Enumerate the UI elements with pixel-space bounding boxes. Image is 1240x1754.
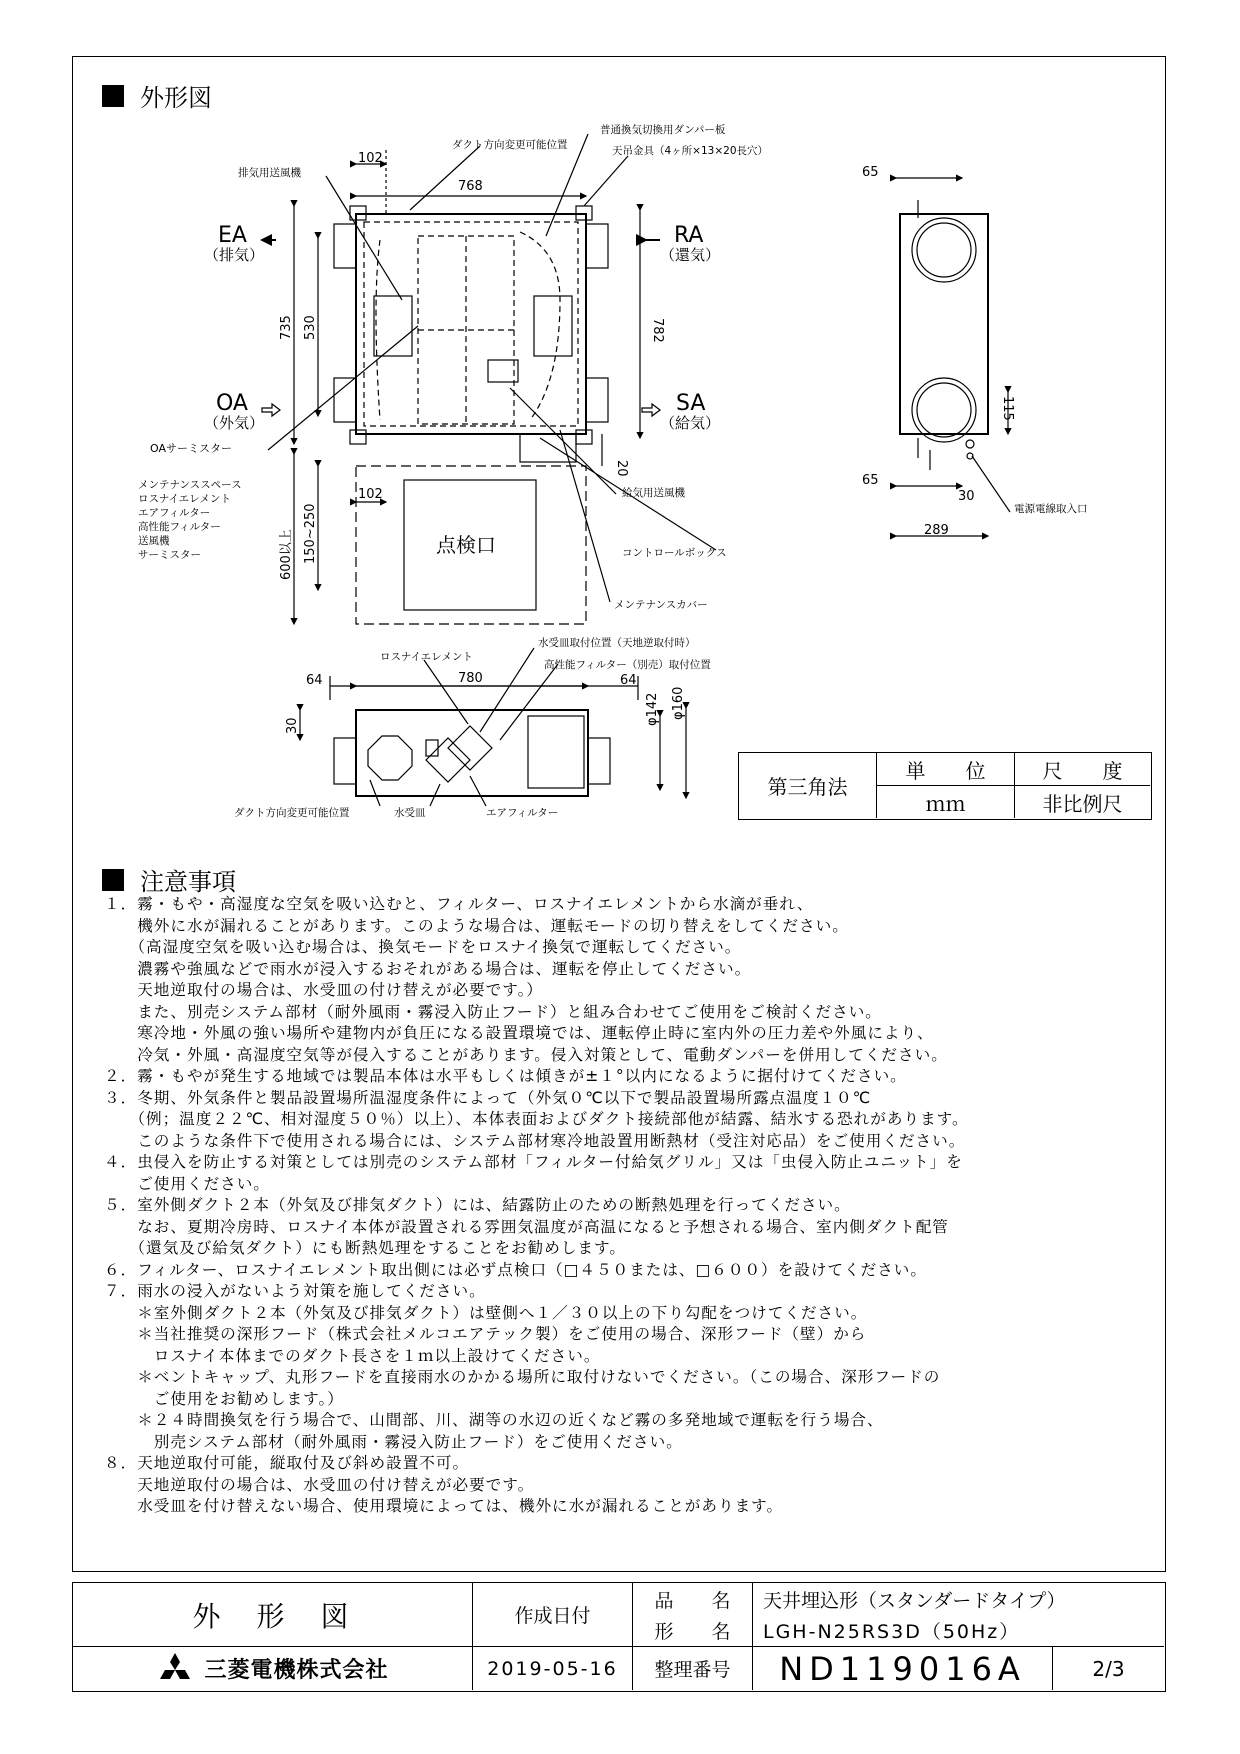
dim-150-250: 150~250	[303, 503, 318, 564]
label-air-filter: エアフィルター	[486, 807, 559, 819]
label-hanger: 天吊金具（4ヶ所×13×20長穴）	[612, 145, 768, 157]
company-name: 三菱電機株式会社	[204, 1658, 389, 1683]
label-damper: 普通換気切換用ダンパー板	[600, 124, 726, 136]
note-line: 別売システム部材（耐外風雨・霧浸入防止フード）をご使用ください。	[104, 1432, 683, 1451]
label-drain-pan: 水受皿	[394, 807, 426, 819]
note-line: 機外に水が漏れることがあります。このような場合は、運転モードの切り替えをしてください。	[104, 916, 849, 935]
label-oa-thermistor: OAサーミスター	[150, 442, 232, 455]
label-ra: RA	[674, 223, 704, 248]
label-maint-3: エアフィルター	[138, 507, 211, 519]
label-maint-6: サーミスター	[138, 549, 201, 561]
scale-value: 非比例尺	[1042, 791, 1123, 816]
label-lossnay-element: ロスナイエレメント	[380, 651, 473, 663]
dim-30-bottom: 30	[285, 717, 300, 734]
label-ea: EA	[218, 223, 247, 248]
dim-65-top: 65	[862, 165, 879, 180]
note-line: 寒冷地・外風の強い場所や建物内が負圧になる設置環境では、運転停止時に室内外の圧力差や外風により、	[104, 1024, 934, 1042]
dim-735: 735	[279, 315, 294, 340]
label-maint-cover: メンテナンスカバー	[614, 599, 708, 611]
label-supply-fan: 給気用送風機	[622, 487, 685, 499]
outline-drawing	[0, 0, 1240, 870]
note-line: ＊室外側ダクト２本（外気及び排気ダクト）は壁側へ１／３０以上の下り勾配をつけてください。	[104, 1303, 868, 1322]
dim-600: 600以上	[279, 529, 294, 580]
dim-530: 530	[303, 315, 318, 340]
model-name: LGH-N25RS3D（50Hz）	[753, 1615, 1164, 1647]
label-drain-pan-pos: 水受皿取付位置（天地逆取付時）	[538, 637, 696, 649]
notes-list	[104, 894, 1154, 1518]
dim-20: 20	[614, 460, 629, 477]
label-maint-4: 高性能フィルター	[138, 521, 221, 533]
label-hp-filter-pos: 高性能フィルター（別売）取付位置	[544, 659, 711, 671]
square-bullet-icon	[102, 869, 124, 891]
title-block	[72, 1582, 1166, 1692]
note-line: ＊ベントキャップ、丸形フードを直接雨水のかかる場所に取付けないでください。（この場合、深形フードの	[104, 1368, 941, 1386]
label-oa-sub: （外気）	[204, 414, 265, 432]
drawing-type: 外 形 図	[73, 1583, 473, 1647]
notes-section-title: 注意事項	[102, 862, 236, 897]
note-line: ４．虫侵入を防止する対策としては別売のシステム部材「フィルター付給気グリル」又は「虫侵入防止ユニット」を	[104, 1153, 963, 1171]
dim-780: 780	[458, 671, 483, 686]
label-ra-sub: （還気）	[660, 246, 721, 264]
label-duct-dir-bottom: ダクト方向変更可能位置	[234, 807, 350, 819]
note-line: ＊２４時間換気を行う場合で、山間部、川、湖等の水辺の近くなど霧の多発地域で運転を行う場合、	[104, 1411, 884, 1429]
note-line: 濃霧や強風などで雨水が浸入するおそれがある場合は、運転を停止してください。	[104, 959, 752, 978]
label-sa: SA	[676, 391, 706, 416]
dim-768: 768	[458, 179, 483, 194]
dim-64-left: 64	[306, 673, 323, 688]
created-label: 作成日付	[473, 1583, 633, 1647]
note-line: ３．冬期、外気条件と製品設置場所温湿度条件によって（外気０℃以下で製品設置場所露点温度１０℃	[104, 1088, 872, 1107]
note-line: ８．天地逆取付可能，縦取付及び斜め設置不可。	[104, 1454, 470, 1472]
drawing-number: ND119016A	[753, 1647, 1053, 1690]
dim-142: φ142	[645, 692, 660, 726]
note-line: 冷気・外風・高湿度空気等が侵入することがあります。侵入対策として、電動ダンパーを併用してください。	[104, 1045, 948, 1064]
note-line: （例；温度２２℃、相対湿度５０％）以上）、本体表面およびダクト接続部他が結露、結氷する恐れがあります。	[104, 1110, 969, 1128]
created-date: 2019-05-16	[473, 1647, 633, 1690]
note-line: 水受皿を付け替えない場合、使用環境によっては、機外に水が漏れることがあります。	[104, 1497, 784, 1515]
note-line: ５．室外側ダクト２本（外気及び排気ダクト）には、結露防止のための断熱処理を行ってください。	[104, 1196, 851, 1214]
note-line: ＊当社推奨の深形フード（株式会社メルコエアテック製）をご使用の場合、深形フード（壁）から	[104, 1325, 867, 1343]
label-maint-2: ロスナイエレメント	[138, 493, 231, 505]
dim-102-top: 102	[358, 151, 383, 166]
label-duct-dir-top: ダクト方向変更可能位置	[452, 139, 568, 151]
projection-box	[738, 752, 1152, 820]
note-line: ご使用ください。	[104, 1174, 270, 1193]
note-line: ２．霧・もやが発生する地域では製品本体は水平もしくは傾きが±１°以内になるように据付けてください。	[104, 1067, 907, 1085]
note-line: 天地逆取付の場合は、水受皿の付け替えが必要です。）	[104, 981, 543, 999]
unit-label: 単 位	[877, 753, 1015, 786]
note-line: （還気及び給気ダクト）にも断熱処理をすることをお勧めします。	[104, 1239, 626, 1257]
label-ea-sub: （排気）	[204, 246, 265, 264]
dim-782: 782	[650, 318, 665, 343]
projection-method: 第三角法	[739, 753, 877, 818]
outline-section-title: 外形図	[102, 78, 212, 113]
product-name: 天井埋込形（スタンダードタイプ）	[763, 1589, 1066, 1612]
label-inspection: 点検口	[436, 533, 496, 557]
scale-label: 尺 度	[1015, 753, 1150, 786]
note-line: このような条件下で使用される場合には、システム部材寒冷地設置用断熱材（受注対応品）をご使用ください。	[104, 1131, 966, 1150]
dim-102-mid: 102	[358, 487, 383, 502]
note-line: ロスナイ本体までのダクト長さを１ｍ以上設けてください。	[104, 1346, 601, 1365]
page-number: 2/3	[1092, 1656, 1125, 1681]
unit-value: ｍｍ	[877, 786, 1015, 818]
dim-115: 115	[1000, 396, 1015, 421]
label-control-box: コントロールボックス	[622, 547, 727, 559]
dim-64-right: 64	[620, 673, 637, 688]
mitsubishi-logo-icon	[156, 1653, 194, 1685]
label-power-inlet: 電源電線取入口	[1014, 503, 1088, 515]
note-line: （高湿度空気を吸い込む場合は、換気モードをロスナイ換気で運転してください。	[104, 938, 742, 956]
label-oa: OA	[216, 391, 248, 416]
product-label: 品 名	[633, 1583, 753, 1615]
dim-160: φ160	[671, 686, 686, 720]
company-cell	[73, 1647, 473, 1690]
note-line: 天地逆取付の場合は、水受皿の付け替えが必要です。	[104, 1475, 535, 1494]
dim-289: 289	[924, 523, 949, 538]
dim-65-bottom: 65	[862, 473, 879, 488]
dim-30-side: 30	[958, 489, 975, 504]
number-label: 整理番号	[633, 1647, 753, 1690]
label-sa-sub: （給気）	[660, 414, 721, 432]
note-line: １．霧・もや・高湿度な空気を吸い込むと、フィルター、ロスナイエレメントから水滴が垂れ、	[104, 895, 814, 913]
model-label: 形 名	[633, 1615, 753, 1647]
label-maint-1: メンテナンススペース	[138, 479, 242, 491]
note-line: ご使用をお勧めします。）	[104, 1389, 344, 1408]
note-line: なお、夏期冷房時、ロスナイ本体が設置される雰囲気温度が高温になると予想される場合、室内側ダクト配管	[104, 1217, 949, 1236]
label-maint-5: 送風機	[138, 535, 170, 547]
note-line: ６．フィルター、ロスナイエレメント取出側には必ず点検口（□４５０または、□６００）を設けてください。	[104, 1260, 927, 1279]
note-line: また、別売システム部材（耐外風雨・霧浸入防止フード）と組み合わせてご使用をご検討ください。	[104, 1002, 882, 1021]
note-line: ７．雨水の浸入がないよう対策を施してください。	[104, 1282, 486, 1300]
label-exhaust-fan: 排気用送風機	[238, 167, 301, 179]
